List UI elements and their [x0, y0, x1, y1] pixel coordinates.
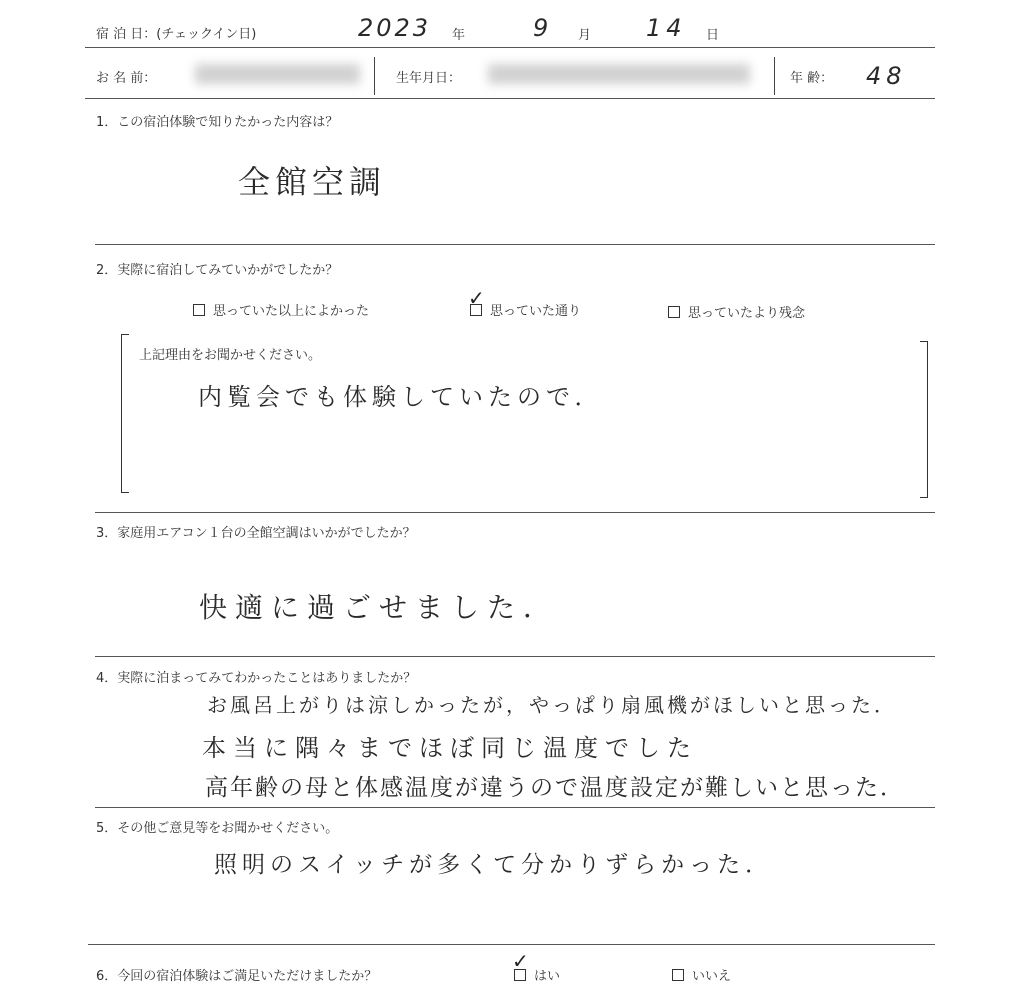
name-divider	[374, 57, 375, 95]
q6-option-no[interactable]	[672, 965, 731, 984]
year-value: 2023	[358, 14, 432, 42]
q1-question: 1．この宿泊体験で知りたかった内容は？	[96, 115, 339, 130]
birth-divider	[774, 57, 775, 95]
header-divider	[85, 47, 935, 48]
reason-box-right-bracket	[920, 341, 928, 498]
q4-answer-line-3: 高年齢の母と体感温度が違うので温度設定が難しいと思った．	[205, 775, 905, 801]
day-unit: 日	[706, 28, 720, 43]
q4-answer-line-1: お風呂上がりは涼しかったが，やっぱり扇風機がほしいと思った．	[207, 693, 897, 717]
checkbox-unchecked-icon[interactable]	[668, 306, 680, 318]
name-redaction	[195, 64, 360, 84]
q4-answer-line-2: 本当に隅々までほぼ同じ温度でした	[202, 734, 698, 762]
year-unit: 年	[452, 28, 466, 43]
day-value: 14	[646, 14, 687, 42]
q2-option-better[interactable]	[193, 300, 369, 319]
q1-answer: 全館空調	[238, 163, 387, 201]
q4-question: 4．実際に泊まってみてわかったことはありましたか？	[96, 671, 417, 686]
age-value: 48	[866, 62, 907, 90]
name-label: お 名 前：	[96, 71, 157, 86]
q3-divider	[95, 656, 935, 657]
q6-option-no-label: いいえ	[692, 969, 732, 984]
q5-question: 5．その他ご意見等をお聞かせください。	[96, 821, 339, 836]
q6-question: 6．今回の宿泊体験はご満足いただけましたか？	[96, 969, 378, 984]
q2-option-worse[interactable]	[668, 302, 805, 321]
q1-divider	[95, 244, 935, 245]
header-bottom-line	[85, 98, 935, 99]
month-unit: 月	[578, 28, 592, 43]
q2-question: 2．実際に宿泊してみていかがでしたか？	[96, 263, 339, 278]
q3-answer: 快適に過ごせました．	[199, 591, 560, 624]
age-label: 年 齢：	[790, 71, 834, 86]
q5-divider	[88, 944, 935, 945]
q2-option-better-label: 思っていた以上によかった	[213, 304, 370, 319]
q2-reason-answer: 内覧会でも体験していたので．	[198, 383, 604, 411]
birth-redaction	[488, 64, 750, 84]
q2-divider	[95, 512, 935, 513]
q2-option-as-expected-label: 思っていた通り	[490, 304, 582, 319]
stay-date-label: 宿 泊 日：(チェックイン日)	[96, 27, 257, 42]
checkmark-icon: ✓	[468, 286, 485, 310]
q4-divider	[95, 807, 935, 808]
q5-answer: 照明のスイッチが多くて分かりずらかった．	[214, 852, 774, 878]
birth-label: 生年月日：	[396, 71, 462, 86]
q3-question: 3．家庭用エアコン１台の全館空調はいかがでしたか？	[96, 526, 416, 541]
q2-option-worse-label: 思っていたより残念	[688, 306, 806, 321]
month-value: 9	[533, 14, 554, 42]
q6-option-yes-label: はい	[534, 969, 561, 984]
checkmark-icon: ✓	[512, 949, 529, 973]
reason-box-left-bracket	[121, 334, 129, 493]
checkbox-unchecked-icon[interactable]	[193, 304, 205, 316]
q2-option-as-expected[interactable]	[470, 300, 581, 319]
q2-reason-label: 上記理由をお聞かせください。	[139, 348, 322, 363]
checkbox-unchecked-icon[interactable]	[672, 969, 684, 981]
